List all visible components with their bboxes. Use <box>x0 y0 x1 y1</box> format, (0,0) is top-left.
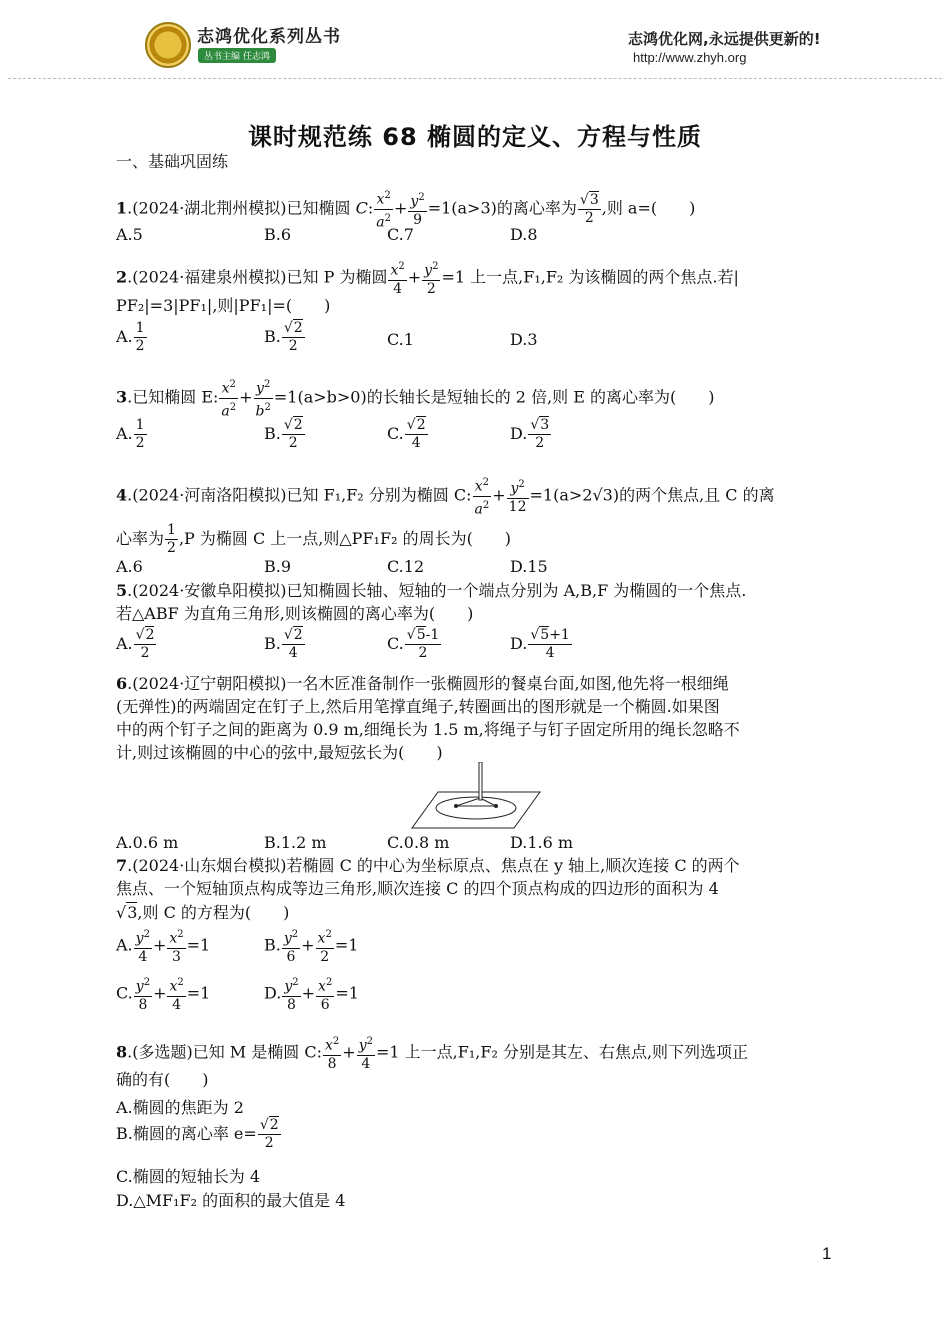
question-4-line-2: 心率为 $\frac{1}{2}$ ,P 为椭圆 C 上一点,则△PF₁F₂ 的周长为( ) <box>116 522 512 556</box>
q5-option-b: B. $\frac{√2}{4}$ <box>264 627 303 661</box>
q2-option-c: C.1 <box>387 330 414 349</box>
question-3: 3.已知椭圆 E: $\frac{x^2}{a^2}$ + $\frac{y^2}{b^2}$ =1(a>b>0)的长轴长是短轴长的 2 倍,则 E 的离心率为( ) <box>116 376 715 420</box>
q3-option-d: D. $\frac{√3}{2}$ <box>510 417 550 451</box>
q8-option-d: D.△MF₁F₂ 的面积的最大值是 4 <box>116 1191 346 1210</box>
q6-option-d: D.1.6 m <box>510 833 574 852</box>
q3-option-b: B. $\frac{√2}{2}$ <box>264 417 303 451</box>
q2-option-a: A. $\frac{1}{2}$ <box>116 320 145 354</box>
question-6-line-3: 中的两个钉子之间的距离为 0.9 m,细绳长为 1.5 m,将绳子与钉子固定所用的绳长忽略不 <box>116 720 740 739</box>
header-divider <box>8 78 942 79</box>
question-6-line-2: (无弹性)的两端固定在钉子上,然后用笔撑直绳子,转圈画出的图形就是一个椭圆.如果图 <box>116 697 720 716</box>
q5-option-a: A. $\frac{√2}{2}$ <box>116 627 155 661</box>
site-url[interactable]: http://www.zhyh.org <box>633 50 747 65</box>
q6-option-c: C.0.8 m <box>387 833 450 852</box>
question-7: 7.(2024·山东烟台模拟)若椭圆 C 的中心为坐标原点、焦点在 y 轴上,顺次连接 C 的两个 <box>116 856 740 875</box>
q4-option-a: A.6 <box>116 557 143 576</box>
site-slogan: 志鸿优化网,永远提供更新的! <box>628 30 821 48</box>
q6-option-b: B.1.2 m <box>264 833 327 852</box>
publisher-logo <box>145 22 191 68</box>
q1-option-a: A.5 <box>116 225 143 244</box>
question-2: 2.(2024·福建泉州模拟)已知 P 为椭圆 $\frac{x^2}{4}$ + $\frac{y^2}{2}$ =1 上一点,F₁,F₂ 为该椭圆的两个焦点.若| <box>116 258 739 298</box>
series-name: 志鸿优化系列丛书 <box>197 27 341 47</box>
question-8: 8.(多选题)已知 M 是椭圆 C: $\frac{x^2}{8}$ + $\frac{y^2}{4}$ =1 上一点,F₁,F₂ 分别是其左、右焦点,则下列选项正 <box>116 1033 748 1073</box>
question-1: 1.(2024·湖北荆州模拟)已知椭圆 C: $\frac{x^2}{a^2}$ + $\frac{y^2}{9}$ =1(a>3)的离心率为 $\frac{√3}{2}$ ,则 a=( ) <box>116 187 695 231</box>
q4-option-c: C.12 <box>387 557 425 576</box>
q7-option-c: C. $\frac{y^2}{8}$ + $\frac{x^2}{4}$ =1 <box>116 974 210 1014</box>
q1-option-d: D.8 <box>510 225 538 244</box>
q1-option-c: C.7 <box>387 225 414 244</box>
q3-option-c: C. $\frac{√2}{4}$ <box>387 417 426 451</box>
question-6-line-4: 计,则过该椭圆的中心的弦中,最短弦长为( ) <box>116 743 443 762</box>
question-2-line-2: PF₂|=3|PF₁|,则|PF₁|=( ) <box>116 296 331 315</box>
q8-option-a: A.椭圆的焦距为 2 <box>116 1098 244 1117</box>
q4-option-d: D.15 <box>510 557 548 576</box>
q4-option-b: B.9 <box>264 557 292 576</box>
question-7-line-3: √3,则 C 的方程为( ) <box>116 903 290 922</box>
q3-option-a: A. $\frac{1}{2}$ <box>116 417 145 451</box>
q7-option-d: D. $\frac{y^2}{8}$ + $\frac{x^2}{6}$ =1 <box>264 974 359 1014</box>
question-5-line-2: 若△ABF 为直角三角形,则该椭圆的离心率为( ) <box>116 604 474 623</box>
page-number: 1 <box>822 1244 832 1263</box>
q5-option-c: C. $\frac{√5-1}{2}$ <box>387 627 440 661</box>
q7-option-a: A. $\frac{y^2}{4}$ + $\frac{x^2}{3}$ =1 <box>116 926 210 966</box>
question-5: 5.(2024·安徽阜阳模拟)已知椭圆长轴、短轴的一个端点分别为 A,B,F 为椭圆的一个焦点. <box>116 581 747 600</box>
page-header <box>0 0 950 82</box>
q5-option-d: D. $\frac{√5+1}{4}$ <box>510 627 570 661</box>
table-ellipse-figure <box>410 762 542 832</box>
editor-badge: 丛书主编 任志鸿 <box>198 48 276 63</box>
q7-option-b: B. $\frac{y^2}{6}$ + $\frac{x^2}{2}$ =1 <box>264 926 358 966</box>
q8-option-c: C.椭圆的短轴长为 4 <box>116 1167 261 1186</box>
section-heading: 一、基础巩固练 <box>116 152 229 171</box>
q1-option-b: B.6 <box>264 225 292 244</box>
q2-option-d: D.3 <box>510 330 538 349</box>
page-title: 课时规范练 68 椭圆的定义、方程与性质 <box>247 123 703 151</box>
question-7-line-2: 焦点、一个短轴顶点构成等边三角形,顺次连接 C 的四个顶点构成的四边形的面积为 4 <box>116 879 719 898</box>
q8-option-b: B.椭圆的离心率 e= $\frac{√2}{2}$ <box>116 1117 279 1151</box>
q6-option-a: A.0.6 m <box>116 833 179 852</box>
q2-option-b: B. $\frac{√2}{2}$ <box>264 320 303 354</box>
question-4: 4.(2024·河南洛阳模拟)已知 F₁,F₂ 分别为椭圆 C: $\frac{x^2}{a^2}$ + $\frac{y^2}{12}$ =1(a>2√3)的两个焦点,且 C 的离 <box>116 474 775 518</box>
question-6: 6.(2024·辽宁朝阳模拟)一名木匠准备制作一张椭圆形的餐桌台面,如图,他先将一根细绳 <box>116 674 729 693</box>
question-8-line-2: 确的有( ) <box>116 1070 209 1089</box>
